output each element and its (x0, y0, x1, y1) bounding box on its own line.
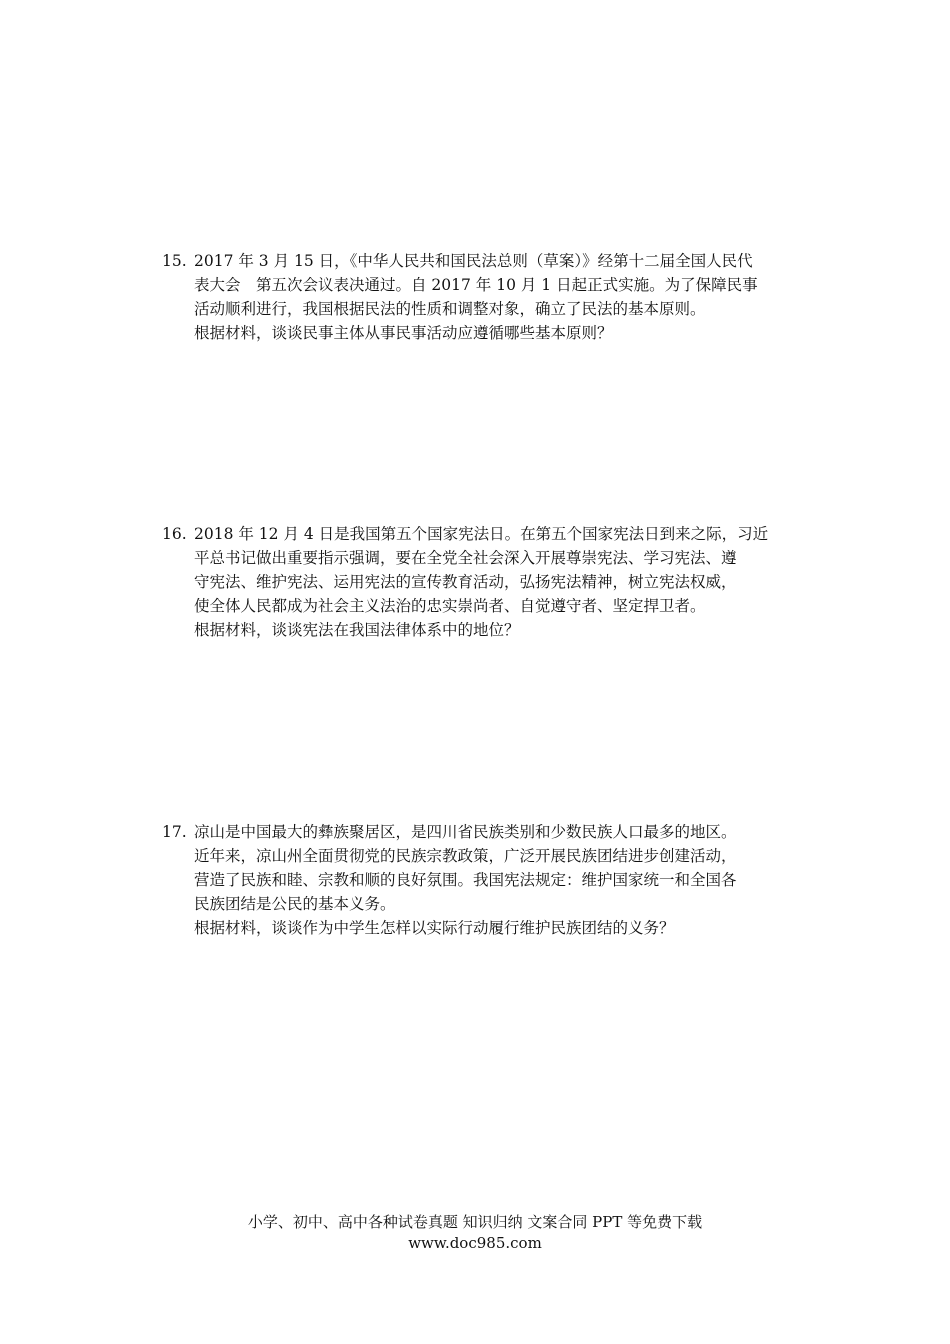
question-text (194, 522, 802, 642)
question-line: 营造了民族和睦、宗教和顺的良好氛围。我国宪法规定：维护国家统一和全国各 (194, 871, 737, 889)
footer-url[interactable]: www.doc985.com (408, 1234, 542, 1252)
question-number: 16. (162, 525, 187, 543)
question-line: 近年来，凉山州全面贯彻党的民族宗教政策，广泛开展民族团结进步创建活动， (194, 847, 737, 865)
question-16 (162, 522, 802, 642)
question-line: 使全体人民都成为社会主义法治的忠实崇尚者、自觉遵守者、坚定捍卫者。 (194, 597, 706, 615)
question-line: 民族团结是公民的基本义务。 (194, 895, 396, 913)
question-line: 2018 年 12 月 4 日是我国第五个国家宪法日。在第五个国家宪法日到来之际，习近 (194, 525, 769, 543)
question-text (194, 249, 802, 345)
question-prompt: 根据材料，谈谈民事主体从事民事活动应遵循哪些基本原则？ (194, 324, 613, 342)
question-prompt: 根据材料，谈谈宪法在我国法律体系中的地位？ (194, 621, 520, 639)
question-number: 17. (162, 823, 187, 841)
question-number: 15. (162, 252, 187, 270)
question-text (194, 820, 802, 940)
question-line: 表大会 第五次会议表决通过。自 2017 年 10 月 1 日起正式实施。为了保障民事 (194, 276, 758, 294)
question-line: 活动顺利进行，我国根据民法的性质和调整对象，确立了民法的基本原则。 (194, 300, 706, 318)
footer-text: 小学、初中、高中各种试卷真题 知识归纳 文案合同 PPT 等免费下载 (247, 1213, 703, 1231)
question-line: 2017 年 3 月 15 日，《中华人民共和国民法总则（草案）》经第十二届全国人民代 (194, 252, 753, 270)
question-line: 守宪法、维护宪法、运用宪法的宣传教育活动，弘扬宪法精神，树立宪法权威， (194, 573, 737, 591)
question-prompt: 根据材料，谈谈作为中学生怎样以实际行动履行维护民族团结的义务？ (194, 919, 675, 937)
question-15 (162, 249, 802, 345)
question-line: 平总书记做出重要指示强调，要在全党全社会深入开展尊崇宪法、学习宪法、遵 (194, 549, 737, 567)
question-17 (162, 820, 802, 940)
question-line: 凉山是中国最大的彝族聚居区，是四川省民族类别和少数民族人口最多的地区。 (194, 823, 737, 841)
